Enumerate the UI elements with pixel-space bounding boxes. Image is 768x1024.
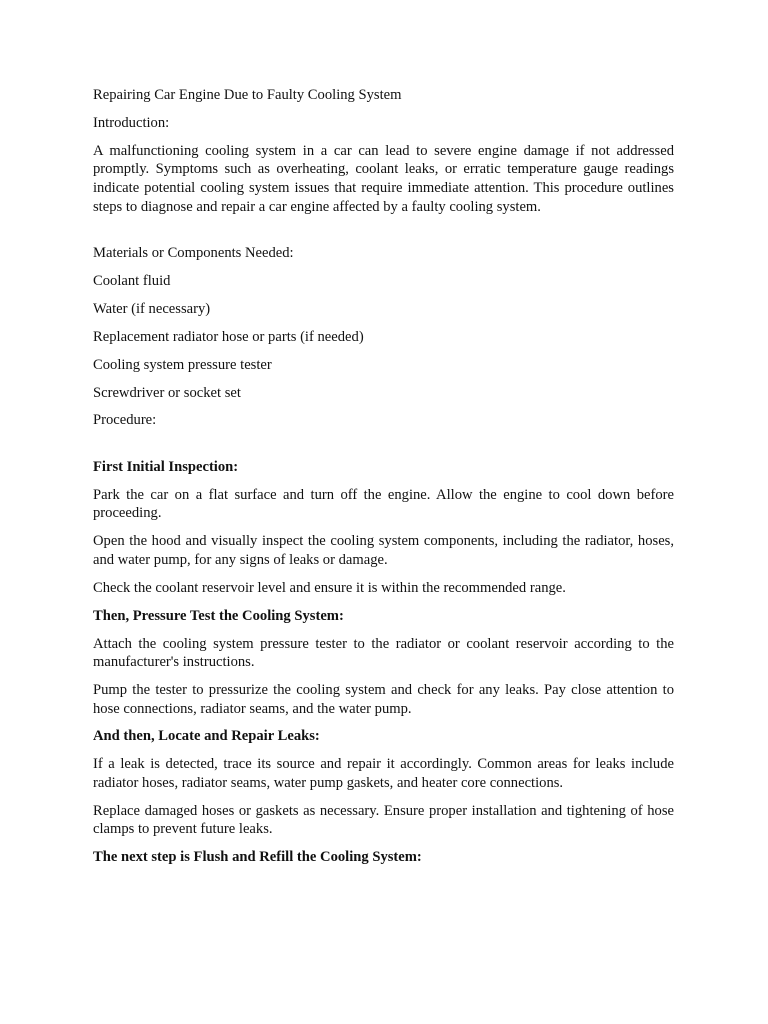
- step-heading: And then, Locate and Repair Leaks:: [93, 728, 320, 745]
- intro-paragraph: A malfunctioning cooling system in a car can lead to severe engine damage if not addressed promptly. Symptoms such as overheating, coolant leaks, or erratic temperature gauge readings indicate potential cooling system issues that require immediate attention. This procedure outlines steps to diagnose and repair a car engine affected by a faulty cooling system.: [93, 142, 674, 215]
- step-heading: First Initial Inspection:: [93, 458, 239, 475]
- document-page: [93, 86, 674, 876]
- step-heading: Then, Pressure Test the Cooling System:: [93, 607, 344, 624]
- material-item: Water (if necessary): [93, 300, 211, 317]
- material-item: Screwdriver or socket set: [93, 384, 241, 401]
- step-paragraph: Replace damaged hoses or gaskets as necessary. Ensure proper installation and tightening of hose clamps to prevent future leaks.: [93, 802, 674, 838]
- step-paragraph: Check the coolant reservoir level and ensure it is within the recommended range.: [93, 579, 566, 596]
- procedure-heading: Procedure:: [93, 412, 157, 429]
- materials-heading: Materials or Components Needed:: [93, 245, 294, 262]
- step-paragraph: Attach the cooling system pressure tester to the radiator or coolant reservoir according to the manufacturer's instructions.: [93, 635, 674, 671]
- material-item: Coolant fluid: [93, 272, 171, 289]
- section-gap: [93, 439, 674, 458]
- intro-heading: Introduction:: [93, 114, 170, 131]
- step-paragraph: If a leak is detected, trace its source and repair it accordingly. Common areas for leaks include radiator hoses, radiator seams, water pump gaskets, and heater core connections.: [93, 756, 674, 791]
- step-heading: The next step is Flush and Refill the Cooling System:: [93, 849, 422, 866]
- material-item: Cooling system pressure tester: [93, 356, 272, 373]
- section-gap: [93, 225, 674, 244]
- material-item: Replacement radiator hose or parts (if needed): [93, 328, 364, 345]
- step-paragraph: Open the hood and visually inspect the cooling system components, including the radiator, hoses, and water pump, for any signs of leaks or damage.: [93, 533, 674, 568]
- document-title: Repairing Car Engine Due to Faulty Cooling System: [93, 87, 402, 103]
- step-paragraph: Pump the tester to pressurize the cooling system and check for any leaks. Pay close attention to hose connections, radiator seams, and the water pump.: [93, 682, 674, 717]
- step-paragraph: Park the car on a flat surface and turn off the engine. Allow the engine to cool down before proceeding.: [93, 486, 674, 522]
